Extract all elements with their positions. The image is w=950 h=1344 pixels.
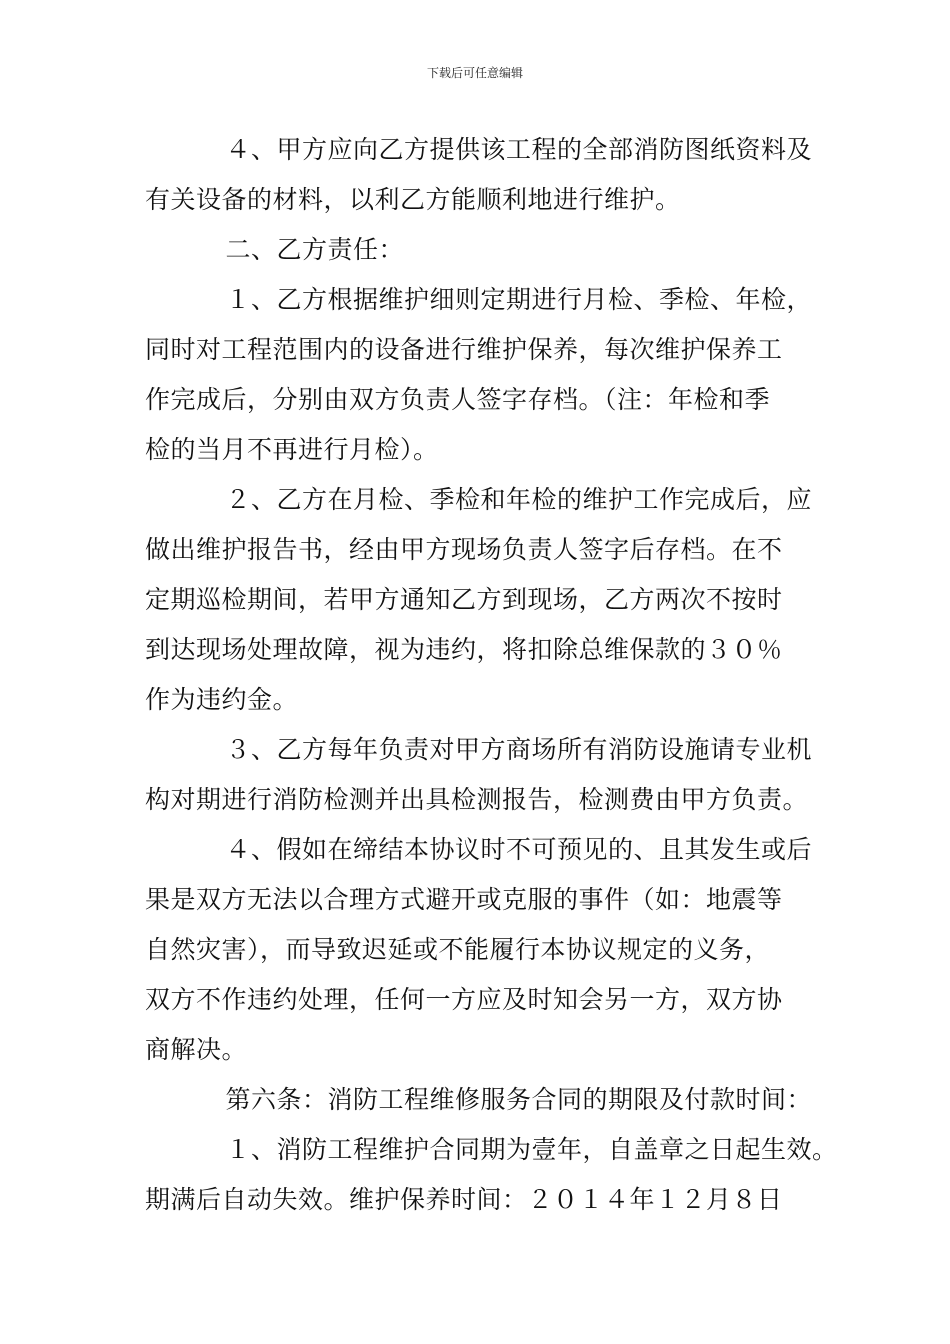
paragraph-line: 二、乙方责任：	[200, 235, 405, 264]
paragraph-line: 自然灾害），而导致迟延或不能履行本协议规定的义务，	[145, 935, 771, 964]
paragraph-line: １、消防工程维护合同期为壹年，自盖章之日起生效。	[200, 1135, 838, 1164]
paragraph-line: 检的当月不再进行月检）。	[145, 435, 439, 464]
section-heading: 第六条：消防工程维修服务合同的期限及付款时间：	[200, 1085, 813, 1114]
paragraph-line: ４、甲方应向乙方提供该工程的全部消防图纸资料及	[200, 135, 813, 164]
paragraph-line: 作为违约金。	[145, 685, 299, 714]
paragraph-line: 作完成后，分别由双方负责人签字存档。（注：年检和季	[145, 385, 771, 414]
paragraph-line: 定期巡检期间，若甲方通知乙方到现场，乙方两次不按时	[145, 585, 783, 614]
paragraph-line: ３、乙方每年负责对甲方商场所有消防设施请专业机	[200, 735, 813, 764]
paragraph-line: 有关设备的材料，以利乙方能顺利地进行维护。	[145, 185, 681, 214]
paragraph-line: 期满后自动失效。维护保养时间：２０１４年１２月８日	[145, 1185, 783, 1214]
paragraph-line: 商解决。	[145, 1035, 248, 1064]
page-header: 下载后可任意编辑	[426, 66, 523, 80]
paragraph-line: 构对期进行消防检测并出具检测报告，检测费由甲方负责。	[145, 785, 809, 814]
paragraph-line: ２、乙方在月检、季检和年检的维护工作完成后，应	[200, 485, 813, 514]
paragraph-line: 到达现场处理故障，视为违约，将扣除总维保款的３０％	[145, 635, 783, 664]
paragraph-line: 做出维护报告书，经由甲方现场负责人签字后存档。在不	[145, 535, 783, 564]
paragraph-line: １、乙方根据维护细则定期进行月检、季检、年检，	[200, 285, 813, 314]
paragraph-line: 果是双方无法以合理方式避开或克服的事件（如：地震等	[145, 885, 783, 914]
paragraph-line: 双方不作违约处理，任何一方应及时知会另一方，双方协	[145, 985, 783, 1014]
paragraph-line: 同时对工程范围内的设备进行维护保养，每次维护保养工	[145, 335, 783, 364]
paragraph-line: ４、假如在缔结本协议时不可预见的、且其发生或后	[200, 835, 813, 864]
